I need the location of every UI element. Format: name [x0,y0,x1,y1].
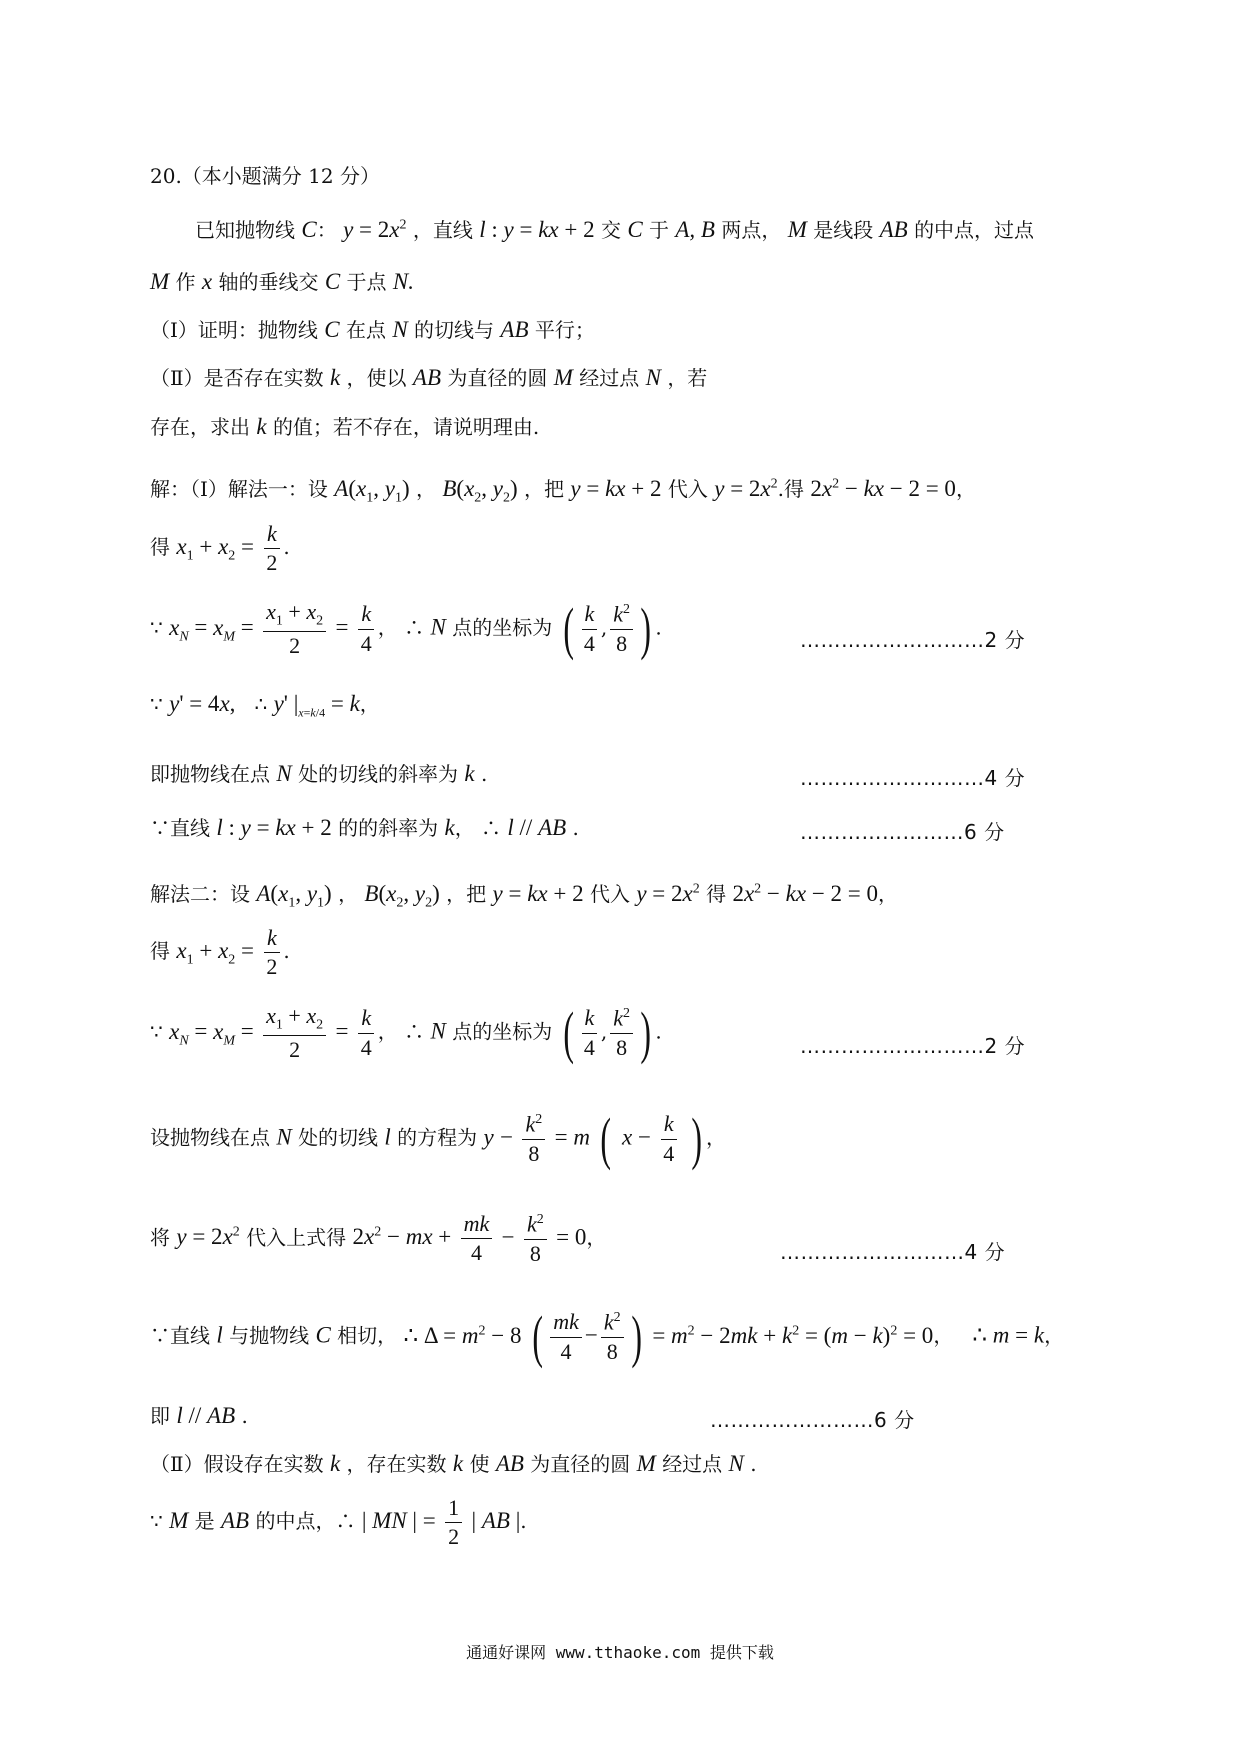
frac-k-over-4: $\frac{k}{4}$ [581,1006,598,1059]
math-M: M [553,365,573,390]
math-x: x [201,269,213,294]
stem-text: 是线段 [813,218,874,242]
sol-text: 的方程为 [397,1125,478,1150]
sol-text: .得 [777,477,804,501]
math-eq-zero: = 0 [556,1224,587,1250]
sol-text: 的的斜率为 [338,816,439,840]
sol-text: 点的坐标为 [452,1019,553,1044]
sol-text: 代入 [589,882,630,906]
frac-k-over-4: $\frac{k}{4}$ [581,602,598,655]
math-N: N [645,365,661,390]
paren: ( [532,1304,543,1369]
q2-text: ，若 [667,366,708,390]
sol-text: 即 [150,1404,170,1428]
math-line-eq: y = kx + 2 [492,881,584,906]
math-delta: ∴ $\Delta = m^2 - 8$ [403,1322,522,1348]
stem-text: 已知抛物线 [195,218,295,242]
sol-text: ∵直线 [150,1323,210,1348]
math-AB-abs: | AB | [471,1508,521,1534]
frac-k2-over-8: $\frac{k^2}{8}$ [610,602,633,656]
sol-text: 解：（Ⅰ）解法一：设 [150,477,328,501]
sol-text: ∴ [404,615,425,640]
math-l-parallel-AB: l // AB [176,1403,236,1428]
math-parabola: $y = 2x^2$ [636,881,700,906]
question-2-line-2 [150,413,539,441]
math-AB: AB [500,317,529,342]
solution-slope: 即抛物线在点 N 处的切线的斜率为 k . [150,761,488,786]
q1-text: 在点 [345,318,386,342]
paren: ( [562,596,574,661]
q2-text: 的值；若不存在，请说明理由. [272,415,540,439]
math-quadratic: $2x^2$ − kx − 2 = 0 [732,881,879,906]
sol-text: 得 [150,939,170,964]
math-N: N. [392,269,414,294]
question-1 [150,316,595,344]
sol-text: 解法二：设 [150,882,250,906]
solution-method2-sum: 得 $x_1 + x_2$ = $\frac{k}{2}$ . [150,925,290,980]
math-AB: AB [412,365,441,390]
math-line-l: l : y = kx + 2 [216,815,332,840]
stem-text: 交 [600,218,621,242]
sol-text: 为直径的圆 [530,1452,631,1476]
math-N: N [728,1451,744,1476]
math-parabola: $y = 2x^2$ [714,476,778,501]
frac-k2-over-8: $\frac{k^2}{8}$ [601,1310,624,1364]
math-A-point: $A(x_1$, $y_1$) [334,476,410,506]
math-line-eq: y = kx + 2 [570,476,662,501]
paren: ) [630,1304,642,1369]
sol-text: 代入上式得 [246,1225,347,1250]
math-N: N [276,1124,292,1150]
frac-sum-over-2: $\frac{x_1 + x_2}{2}$ [263,600,326,658]
math-M: M [787,217,807,242]
question-2 [150,364,707,392]
math-AB: AB [879,217,908,242]
math-l: l [216,1322,223,1348]
math-C: C [315,1322,331,1348]
math-line-l: l : y = kx + 2 [479,217,595,242]
sol-text: 与抛物线 [229,1323,310,1348]
page-footer: 通通好课网 www.tthaoke.com 提供下载 [466,1643,774,1662]
math-C: C [627,217,643,242]
q2-text: （Ⅱ）是否存在实数 [150,366,324,390]
frac-k-over-2: $\frac{k}{2}$ [263,522,280,575]
sol-text: 代入 [667,477,708,501]
frac-k2-over-8: $\frac{k^2}{8}$ [524,1212,547,1266]
sol-text: 使 [469,1452,490,1476]
frac-k2-over-8: $\frac{k^2}{8}$ [610,1006,633,1060]
math-x-minus: x − [621,1124,651,1150]
frac-mk-over-4: $\frac{mk}{4}$ [461,1212,493,1265]
sol-text: 相切， [337,1323,398,1348]
math-derivative: y' = 4x, [169,691,236,716]
math-k: k [329,1451,341,1476]
sol-text: ∵直线 [150,816,210,840]
sol-text: 是 [194,1509,215,1534]
math-N: N [276,761,292,786]
sol-text: ∴ [481,816,502,840]
sol-text: （Ⅱ）假设存在实数 [150,1452,324,1476]
math-minus: − [584,1322,598,1348]
solution-tangent-condition: ∵直线 l 与抛物线 C 相切， ∴ $\Delta = m^2 - 8$ ( $\frac{mk}{4}$ − $\frac{k^2}{8}$ ) = $m^2 - 2mk + k^2 = (m - k)^2 = 0$， ∴ m = k， [150,1304,1065,1369]
math-y: y [483,1124,494,1150]
math-x1-plus-x2: $x_1 + x_2$ = [176,938,255,968]
solution-midpoint: ∵ M 是 AB 的中点，∴ | MN | = $\frac{1}{2}$ | AB |. [150,1495,527,1550]
math-quadratic: $2x^2$ − kx − 2 = 0 [810,476,956,501]
math-B-point: $B(x_2$, $y_2$) [442,476,518,506]
solution-substitute: 将 $y = 2x^2$ 代入上式得 $2x^2$ − mx + $\frac{mk}{4}$ − $\frac{k^2}{8}$ = 0， [150,1211,607,1266]
sol-text: ∴ [404,1019,425,1044]
math-AB-points: A, B [675,217,715,242]
math-k: k [256,414,267,439]
problem-stem-line-2 [150,268,414,296]
math-m-eq-k: ∴ m = k [972,1322,1045,1348]
math-C: C [301,217,317,242]
paren: ) [640,596,651,661]
score-4b: ………………………4 分 [780,1240,1006,1264]
score-2: ………………………2 分 [800,628,1026,652]
paren: ) [691,1106,702,1171]
sol-text: 的中点，∴ [255,1509,356,1534]
stem-text: 两点， [721,218,782,242]
score-6: ……………………6 分 [800,820,1005,844]
math-eq: = [335,614,349,640]
problem-stem-line-1: 已知抛物线 C： $y = 2x^2$ ，直线 l : y = kx + 2 交 C 于 A, B 两点， M 是线段 AB 的中点，过点 [195,217,1035,242]
math-AB: AB [220,1508,250,1534]
sol-text: ，把 [524,477,565,501]
math-k: k [464,761,475,786]
sol-text: 处的切线的斜率为 [298,762,459,786]
paren: ) [640,1000,651,1065]
math-l-parallel-AB: l // AB [507,815,567,840]
math-MN-abs: | MN | = [361,1508,436,1534]
frac-k2-over-8: $\frac{k^2}{8}$ [522,1112,545,1166]
frac-k-over-2: $\frac{k}{2}$ [263,926,280,979]
q1-text: 的切线与 [414,318,495,342]
math-N: N [430,614,446,640]
math-minus: − [501,1224,515,1250]
q1-text: （Ⅰ）证明：抛物线 [150,318,318,342]
math-M: M [150,269,170,294]
solution-method2-N-coord: ∵ $x_N = x_M$ = $\frac{x_1 + x_2}{2}$ = $\frac{k}{4}$ ， ∴ N 点的坐标为 ( $\frac{k}{4}$ , $\frac{k^2}{8}$ ) . [150,1000,662,1065]
stem-text: 作 [175,270,196,294]
solution-sum-roots: 得 $x_1 + x_2$ = $\frac{k}{2}$ . [150,521,290,576]
stem-text: ，直线 [412,218,473,242]
math-eq-m: = m [554,1124,590,1150]
frac-k-over-4: $\frac{k}{4}$ [660,1112,677,1165]
math-k: k [329,365,341,390]
sol-text: ∵ [150,615,163,640]
math-C: C [324,269,341,294]
solution-method2-line1: 解法二：设 $A(x_1$, $y_1$) ， $B(x_2$, $y_2$) ，把 y = kx + 2 代入 $y = 2x^2$ 得 $2x^2$ − kx − 2 = 0， [150,881,899,911]
math-k: k [452,1451,464,1476]
math-M: M [169,1508,189,1534]
sol-text: 设抛物线在点 [150,1125,270,1150]
frac-sum-over-2: $\frac{x_1 + x_2}{2}$ [263,1004,326,1062]
frac-k-over-4: $\frac{k}{4}$ [358,602,375,655]
solution-part2: （Ⅱ）假设存在实数 k ，存在实数 k 使 AB 为直径的圆 M 经过点 N . [150,1451,757,1476]
solution-derivative: ∵ y' = 4x, ∴ y' $|_{x=k/4} = k$， [150,691,380,720]
math-A-point: $A(x_1$, $y_1$) [256,881,332,911]
paren: ( [562,1000,574,1065]
sol-text: 处的切线 [298,1125,379,1150]
sol-text: ∴ [254,692,268,716]
solution-conclusion: 即 l // AB . [150,1403,248,1428]
math-parabola: $y = 2x^2$ [343,217,407,242]
sol-text: ， [415,477,436,501]
q2-text: 存在，求出 [150,415,250,439]
sol-text: ∵ [150,692,163,716]
sol-text: 将 [150,1225,170,1250]
stem-text: 于点 [346,270,387,294]
header-text: 20.（本小题满分 12 分） [150,164,380,188]
frac-k-over-4: $\frac{k}{4}$ [358,1006,375,1059]
solution-tangent-eq: 设抛物线在点 N 处的切线 l 的方程为 y − $\frac{k^2}{8}$ = m ( x − $\frac{k}{4}$ ) ， [150,1106,726,1171]
math-B-point: $B(x_2$, $y_2$) [364,881,440,911]
math-M: M [636,1451,656,1476]
score-2b: ………………………2 分 [800,1034,1026,1058]
sol-text: 得 [706,882,727,906]
sol-text: ， [338,882,359,906]
math-derivative-at-point: y' $|_{x=k/4} = k$ [273,691,360,720]
q2-text: 经过点 [579,366,640,390]
math-N: N [430,1018,446,1044]
q2-text: ，使以 [346,366,407,390]
score-6b: ……………………6 分 [710,1408,915,1432]
sol-text: 点的坐标为 [452,615,553,640]
sol-text: 得 [150,535,170,560]
math-xN-xM: $x_N = x_M$ = [169,1018,254,1049]
problem-header [150,164,380,188]
frac-1-over-2: $\frac{1}{2}$ [445,1496,462,1549]
math-x1-plus-x2: $x_1 + x_2$ = [176,534,255,564]
math-C: C [324,317,340,342]
math-AB: AB [495,1451,524,1476]
sol-text: ∵ [150,1509,163,1534]
math-minus: − [500,1124,514,1150]
math-xN-xM: $x_N = x_M$ = [169,614,254,645]
math-l: l [384,1124,391,1150]
stem-text: 轴的垂线交 [218,270,319,294]
math-parabola: $y = 2x^2$ [176,1224,240,1250]
sol-text: ，把 [446,882,487,906]
math-expr: $2x^2$ − mx + [352,1224,452,1250]
sol-text: ∵ [150,1019,163,1044]
solution-line-1: 解：（Ⅰ）解法一：设 $A(x_1$, $y_1$) ， $B(x_2$, $y_2$) ，把 y = kx + 2 代入 $y = 2x^2$.得 $2x^2$ − kx − 2 = 0， [150,476,976,506]
stem-text: 的中点，过点 [914,218,1035,242]
sol-text: 经过点 [662,1452,723,1476]
math-eq: = [335,1018,349,1044]
sol-text: ，存在实数 [346,1452,447,1476]
score-4: ………………………4 分 [800,766,1026,790]
sol-text: 即抛物线在点 [150,762,270,786]
stem-text: 于 [649,218,670,242]
math-k: k [444,815,455,840]
math-delta-expand: = $m^2 - 2mk + k^2 = (m - k)^2 = 0$ [652,1322,934,1348]
paren: ( [600,1106,612,1171]
math-N: N [392,317,408,342]
solution-parallel: ∵直线 l : y = kx + 2 的的斜率为 k， ∴ l // AB . [150,815,579,840]
frac-mk-over-4: $\frac{mk}{4}$ [550,1310,582,1363]
solution-N-coord: ∵ $x_N = x_M$ = $\frac{x_1 + x_2}{2}$ = $\frac{k}{4}$ ， ∴ N 点的坐标为 ( $\frac{k}{4}$ , $\frac{k^2}{8}$ ) . [150,596,662,661]
q1-text: 平行； [534,318,595,342]
q2-text: 为直径的圆 [447,366,548,390]
